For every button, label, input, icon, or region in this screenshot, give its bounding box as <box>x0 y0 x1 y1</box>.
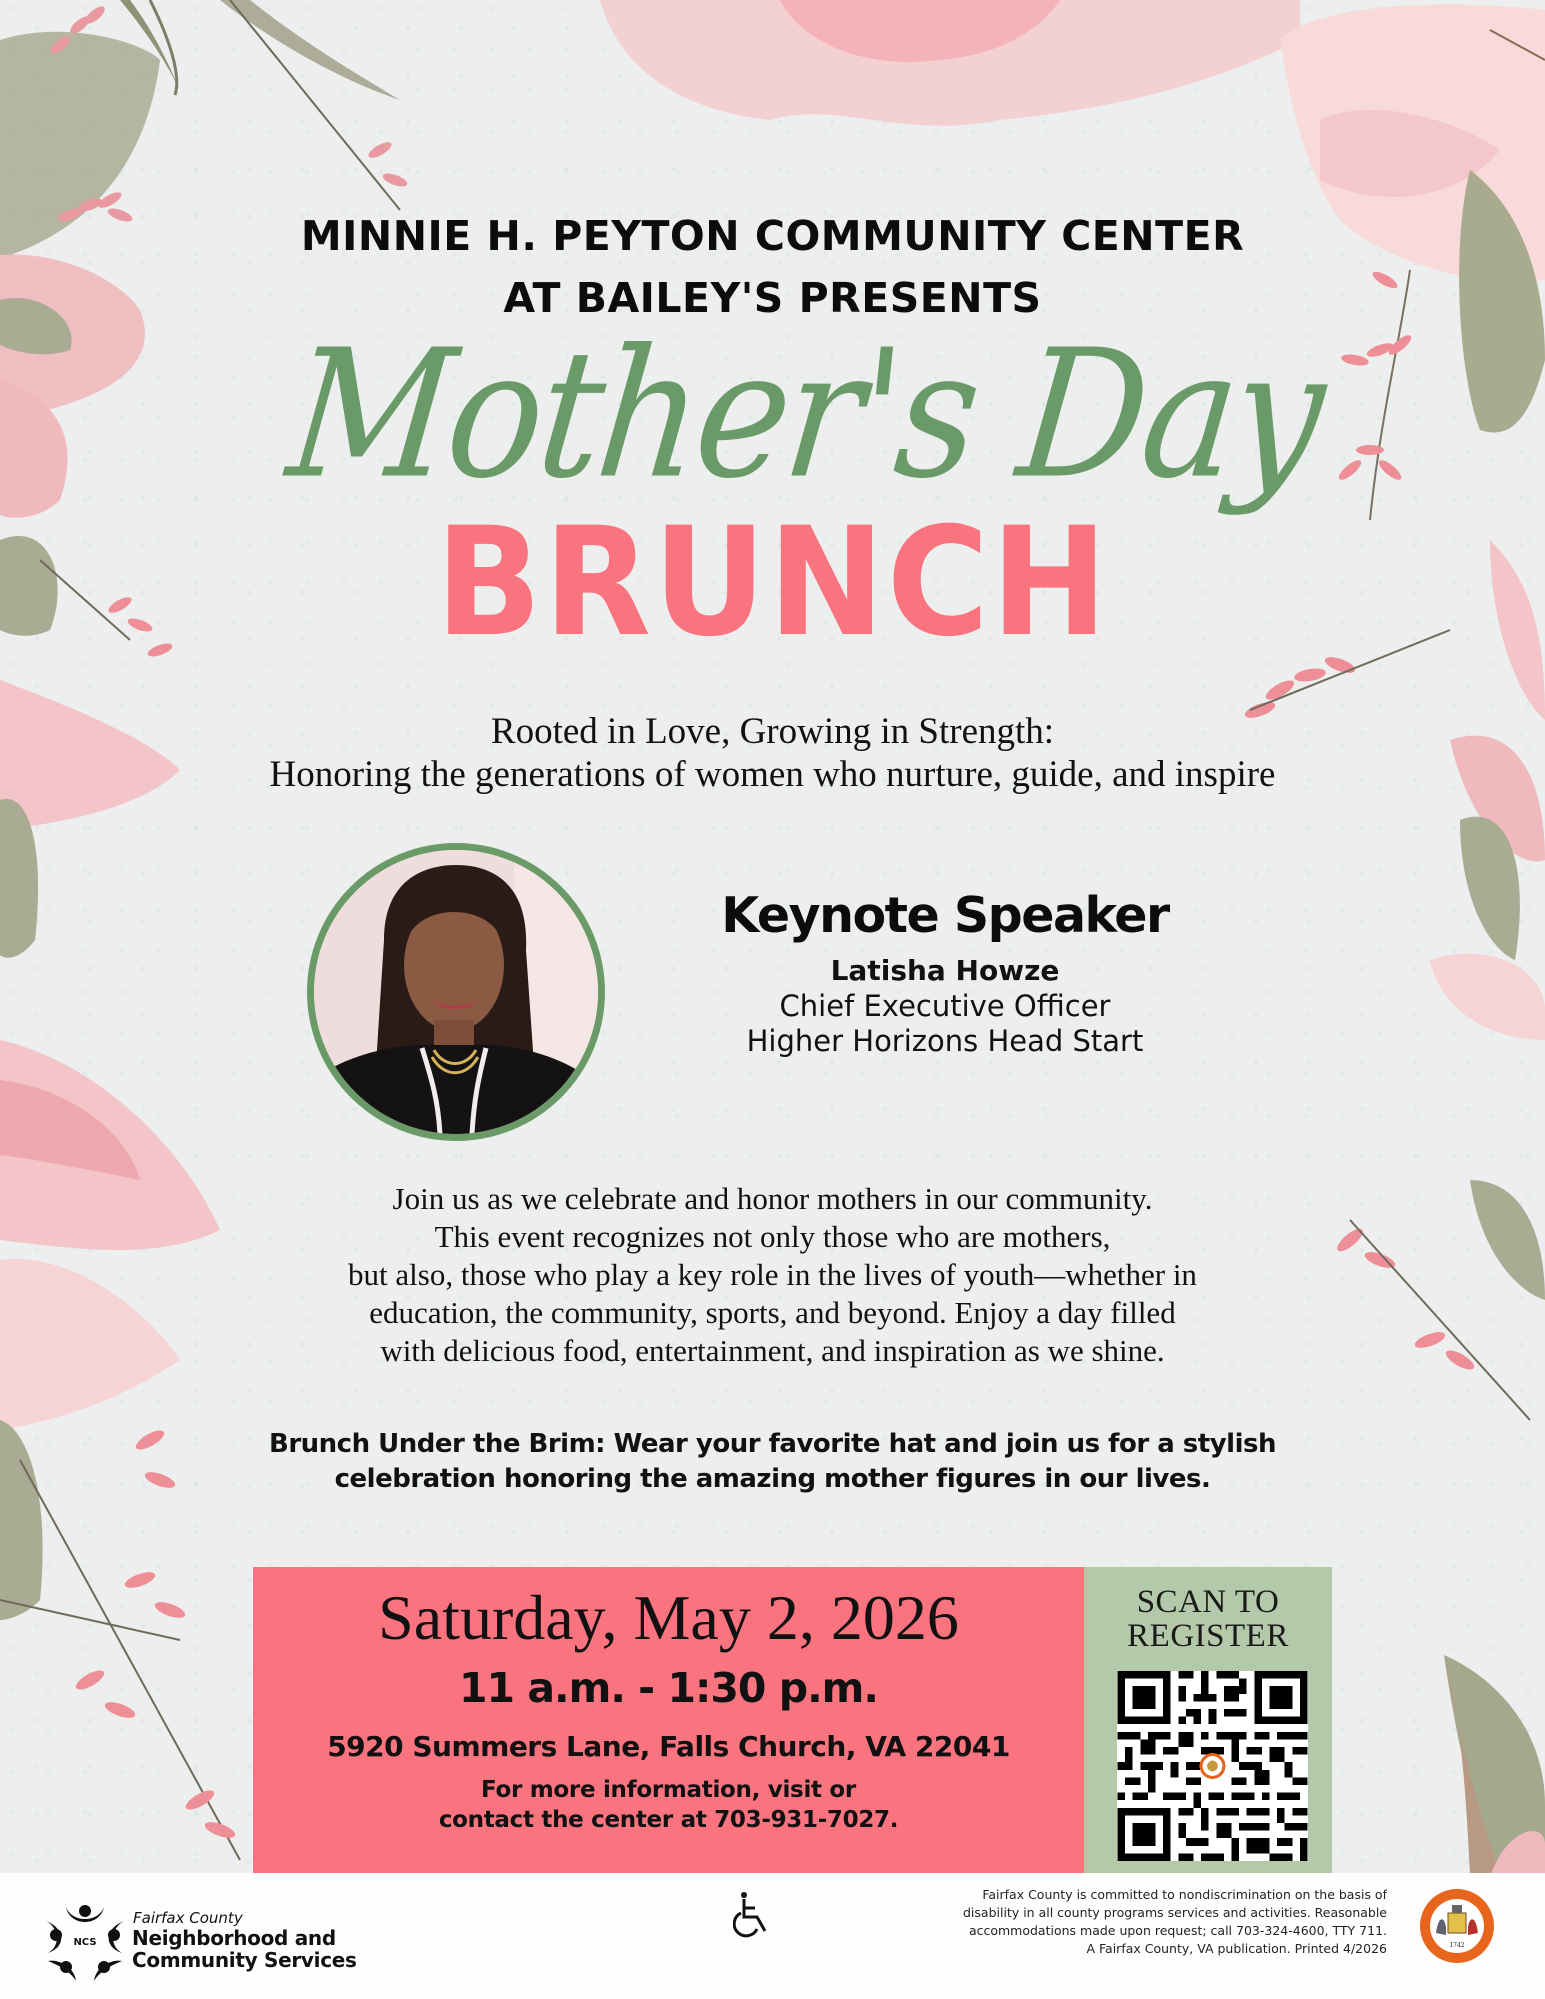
keynote-heading: Keynote Speaker <box>721 887 1169 944</box>
qr-code-icon[interactable] <box>1117 1671 1308 1861</box>
description-line: Join us as we celebrate and honor mothers in our community. <box>392 1181 1153 1216</box>
speaker-portrait-icon <box>314 850 598 1134</box>
org-name-line-2: Community Services <box>132 1948 357 1972</box>
script-title: Mother's Day <box>280 311 1330 519</box>
event-description <box>0 1180 1545 1370</box>
disclaimer-line: Fairfax County is committed to nondiscrimination on the basis of <box>982 1887 1387 1902</box>
brim-line-1: Brunch Under the Brim: Wear your favorite hat and join us for a stylish <box>269 1429 1276 1459</box>
description-line: but also, those who play a key role in the lives of youth—whether in <box>348 1257 1197 1292</box>
disclaimer-line: accommodations made upon request; call 703-324-4600, TTY 711. <box>968 1923 1387 1938</box>
brim-line-2: celebration honoring the amazing mother figures in our lives. <box>334 1464 1211 1494</box>
register-box <box>1084 1567 1332 1874</box>
org-name-line-1: Neighborhood and <box>132 1926 336 1950</box>
speaker-name: Latisha Howze <box>830 954 1060 987</box>
svg-text:1742: 1742 <box>1449 1942 1465 1949</box>
svg-text:NCS: NCS <box>73 1937 97 1948</box>
org-name <box>132 1927 357 1971</box>
wheelchair-icon <box>733 1891 773 1939</box>
description-line: This event recognizes not only those who are mothers, <box>434 1219 1111 1254</box>
keynote-block <box>640 885 1250 1059</box>
brunch-title: BRUNCH <box>435 496 1110 670</box>
scan-label-line-1: SCAN TO <box>1136 1584 1280 1620</box>
footer <box>0 1873 1545 1999</box>
contact-info <box>253 1775 1084 1835</box>
org-county: Fairfax County <box>133 1909 243 1927</box>
contact-line-2: contact the center at 703-931-7027. <box>438 1807 899 1833</box>
presenter-line-2: AT BAILEY'S PRESENTS <box>503 274 1042 322</box>
speaker-organization: Higher Horizons Head Start <box>746 1024 1144 1058</box>
disclaimer-line: disability in all county programs services and activities. Reasonable <box>963 1905 1387 1920</box>
event-date: Saturday, May 2, 2026 <box>378 1582 959 1653</box>
scan-label <box>1084 1585 1332 1653</box>
nondiscrimination-disclaimer <box>963 1886 1387 1958</box>
description-line: education, the community, sports, and beyond. Enjoy a day filled <box>369 1295 1176 1330</box>
speaker-photo <box>307 843 605 1141</box>
tagline-line-1: Rooted in Love, Growing in Strength: <box>490 711 1055 752</box>
presenter-line-1: MINNIE H. PEYTON COMMUNITY CENTER <box>300 212 1245 260</box>
description-line: with delicious food, entertainment, and inspiration as we shine. <box>380 1333 1165 1368</box>
tagline-line-2: Honoring the generations of women who nurture, guide, and inspire <box>269 754 1276 795</box>
event-time: 11 a.m. - 1:30 p.m. <box>459 1664 878 1712</box>
ncs-logo-icon <box>44 1901 126 1981</box>
brim-callout <box>0 1427 1545 1497</box>
fairfax-county-seal-icon <box>1418 1887 1496 1965</box>
speaker-title: Chief Executive Officer <box>779 989 1111 1023</box>
scan-label-line-2: REGISTER <box>1127 1618 1289 1654</box>
tagline <box>0 710 1545 796</box>
contact-line-1: For more information, visit or <box>481 1777 856 1803</box>
event-details-box <box>253 1567 1084 1874</box>
event-address: 5920 Summers Lane, Falls Church, VA 22041 <box>327 1730 1010 1763</box>
disclaimer-line: A Fairfax County, VA publication. Printed 4/2026 <box>1086 1941 1387 1956</box>
